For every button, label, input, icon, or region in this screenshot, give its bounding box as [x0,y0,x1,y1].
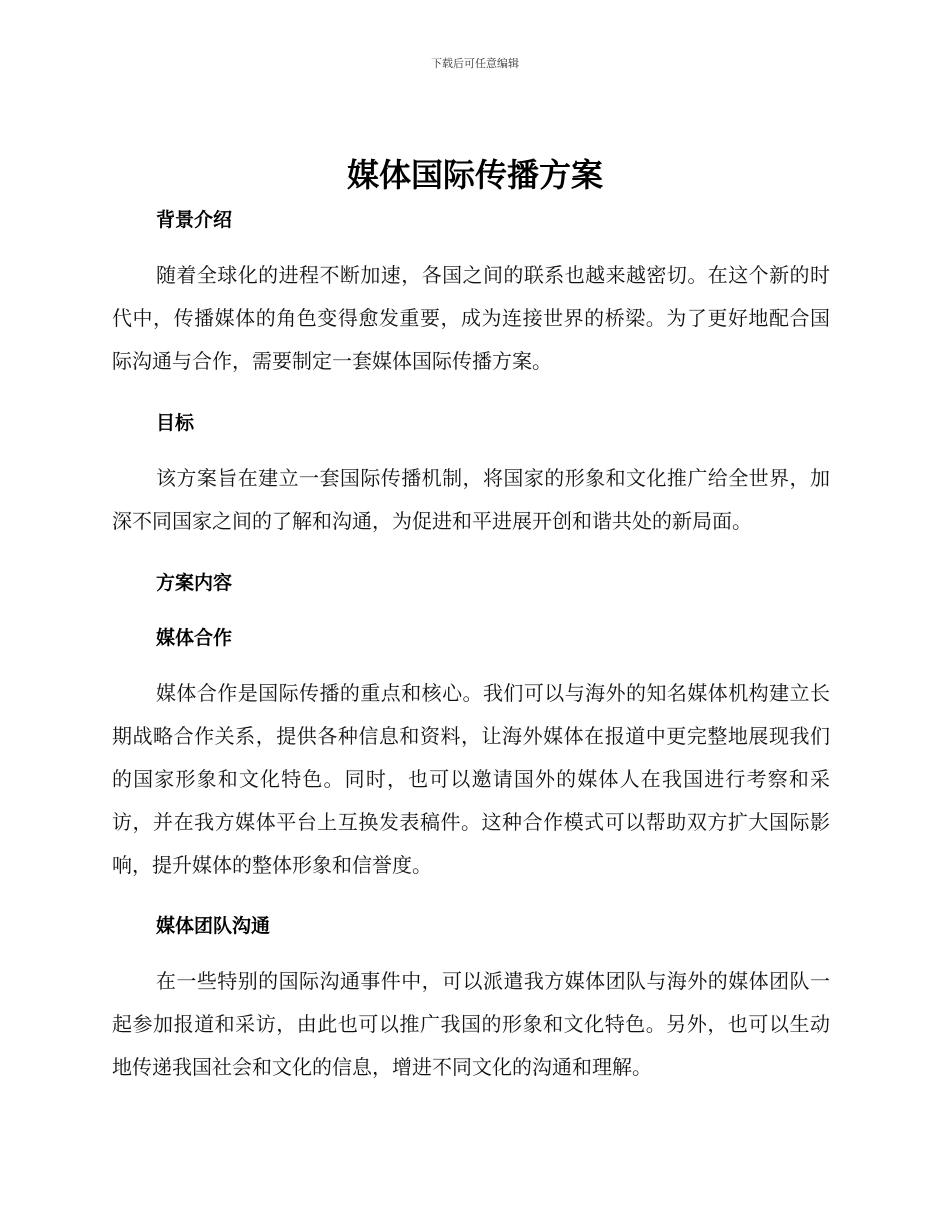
paragraph-goal: 该方案旨在建立一套国际传播机制，将国家的形象和文化推广给全世界，加深不同国家之间的了解和沟通，为促进和平进展开创和谐共处的新局面。 [112,466,830,533]
section-heading-background: 背景介绍 [156,209,233,231]
section-heading-plan: 方案内容 [156,572,233,594]
paragraph-team-communication: 在一些特别的国际沟通事件中，可以派遣我方媒体团队与海外的媒体团队一起参加报道和采访，由此也可以推广我国的形象和文化特色。另外，也可以生动地传递我国社会和文化的信息，增进不同文化的沟通和理解。 [112,969,830,1079]
document-title: 媒体国际传播方案 [346,156,603,194]
paragraph-media-cooperation: 媒体合作是国际传播的重点和核心。我们可以与海外的知名媒体机构建立长期战略合作关系，提供各种信息和资料，让海外媒体在报道中更完整地展现我们的国家形象和文化特色。同时，也可以邀请国外的媒体人在我国进行考察和采访，并在我方媒体平台上互换发表稿件。这种合作模式可以帮助双方扩大国际影响，提升媒体的整体形象和信誉度。 [112,681,830,877]
paragraph-background: 随着全球化的进程不断加速，各国之间的联系也越来越密切。在这个新的时代中，传播媒体的角色变得愈发重要，成为连接世界的桥梁。为了更好地配合国际沟通与合作，需要制定一套媒体国际传播方案。 [112,263,830,373]
header-note: 下载后可任意编辑 [431,57,519,70]
subsection-heading-media-cooperation: 媒体合作 [156,627,233,649]
document-body [112,200,830,1089]
subsection-heading-team-communication: 媒体团队沟通 [156,915,271,937]
section-heading-goal: 目标 [156,412,195,434]
